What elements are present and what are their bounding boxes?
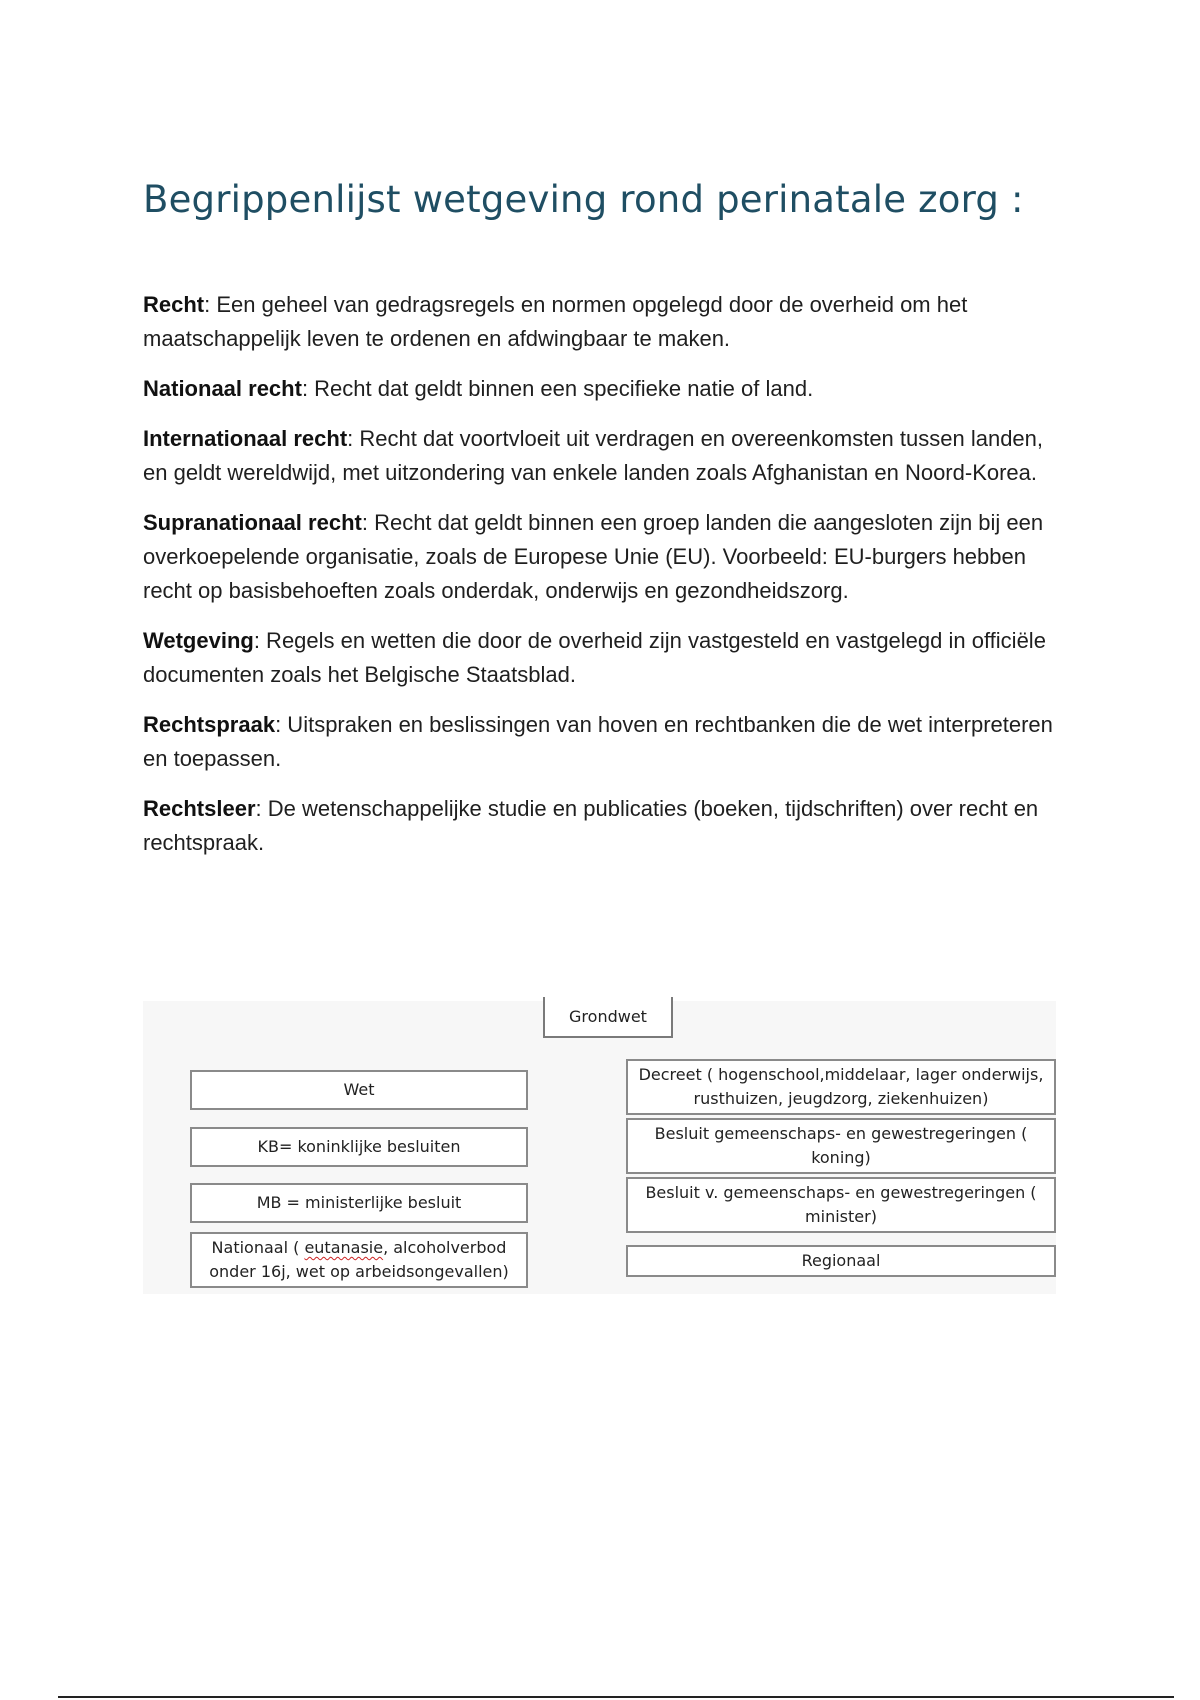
definition-wetgeving bbox=[143, 624, 1063, 692]
box-label: KB= koninklijke besluiten bbox=[257, 1137, 461, 1156]
definition-recht bbox=[143, 288, 1063, 356]
box-label: MB = ministerlijke besluit bbox=[256, 1193, 462, 1212]
box-koninklijke-besluiten bbox=[190, 1127, 528, 1167]
definition-internationaal-recht bbox=[143, 422, 1063, 490]
box-ministeriele-besluit bbox=[190, 1183, 528, 1223]
definition-text: : Recht dat voortvloeit uit verdragen en overeenkomsten tussen landen, en geldt wereldwijd, met uitzondering van enkele landen zoals Afghanistan en Noord-Korea. bbox=[143, 426, 1044, 485]
term: Rechtsleer bbox=[143, 796, 256, 821]
box-wet bbox=[190, 1070, 528, 1110]
term: Wetgeving bbox=[143, 628, 254, 653]
definition-text: : Regels en wetten die door de overheid zijn vastgesteld en vastgelegd in officiële documenten zoals het Belgische Staatsblad. bbox=[143, 628, 1046, 687]
term: Supranationaal recht bbox=[143, 510, 362, 535]
definition-text: : Recht dat geldt binnen een specifieke natie of land. bbox=[301, 376, 814, 401]
term: Nationaal recht bbox=[143, 376, 302, 401]
term: Recht bbox=[143, 292, 205, 317]
box-besluit-minister bbox=[626, 1177, 1056, 1233]
box-label: Regionaal bbox=[801, 1251, 881, 1270]
box-label: Besluit gemeenschaps- en gewestregeringen ( koning) bbox=[654, 1124, 1028, 1167]
definition-rechtspraak bbox=[143, 708, 1063, 776]
box-label bbox=[200, 1236, 518, 1284]
term: Rechtspraak bbox=[143, 712, 276, 737]
definition-text: : Recht dat geldt binnen een groep landen die aangesloten zijn bij een overkoepelende organisatie, zoals de Europese Unie (EU). Voorbeeld: EU-burgers hebben recht op basisbehoeften zoals onderdak, onderwijs en gezondheidszorg. bbox=[143, 510, 1044, 603]
definitions-list bbox=[143, 288, 1063, 876]
page-bottom-rule bbox=[58, 1696, 1174, 1698]
term: Internationaal recht bbox=[143, 426, 348, 451]
box-regionaal bbox=[626, 1245, 1056, 1277]
box-besluit-koning bbox=[626, 1118, 1056, 1174]
definition-text: : De wetenschappelijke studie en publicaties (boeken, tijdschriften) over recht en rechtspraak. bbox=[143, 796, 1039, 855]
box-nationaal bbox=[190, 1232, 528, 1288]
definition-supranationaal-recht bbox=[143, 506, 1063, 608]
box-decreet bbox=[626, 1059, 1056, 1115]
box-grondwet bbox=[543, 997, 673, 1038]
box-label: Grondwet bbox=[569, 1006, 647, 1026]
definition-text: : Uitspraken en beslissingen van hoven en rechtbanken die de wet interpreteren en toepassen. bbox=[143, 712, 1053, 771]
page-title: Begrippenlijst wetgeving rond perinatale zorg : bbox=[143, 178, 1024, 221]
definition-nationaal-recht bbox=[143, 372, 1063, 406]
legislation-hierarchy-diagram bbox=[143, 997, 1056, 1294]
label-part: Nationaal ( bbox=[211, 1238, 305, 1257]
box-label: Wet bbox=[343, 1080, 375, 1099]
definition-rechtsleer bbox=[143, 792, 1063, 860]
label-part: , alcoholverbod onder 16j, wet op arbeidsongevallen) bbox=[209, 1238, 509, 1281]
box-label: Decreet ( hogenschool,middelaar, lager onderwijs, rusthuizen, jeugdzorg, ziekenhuizen) bbox=[638, 1065, 1044, 1108]
box-label: Besluit v. gemeenschaps- en gewestregeringen ( minister) bbox=[645, 1183, 1037, 1226]
spellcheck-flagged-word: eutanasie bbox=[304, 1238, 384, 1257]
definition-text: : Een geheel van gedragsregels en normen opgelegd door de overheid om het maatschappelijk leven te ordenen en afdwingbaar te maken. bbox=[143, 292, 968, 351]
